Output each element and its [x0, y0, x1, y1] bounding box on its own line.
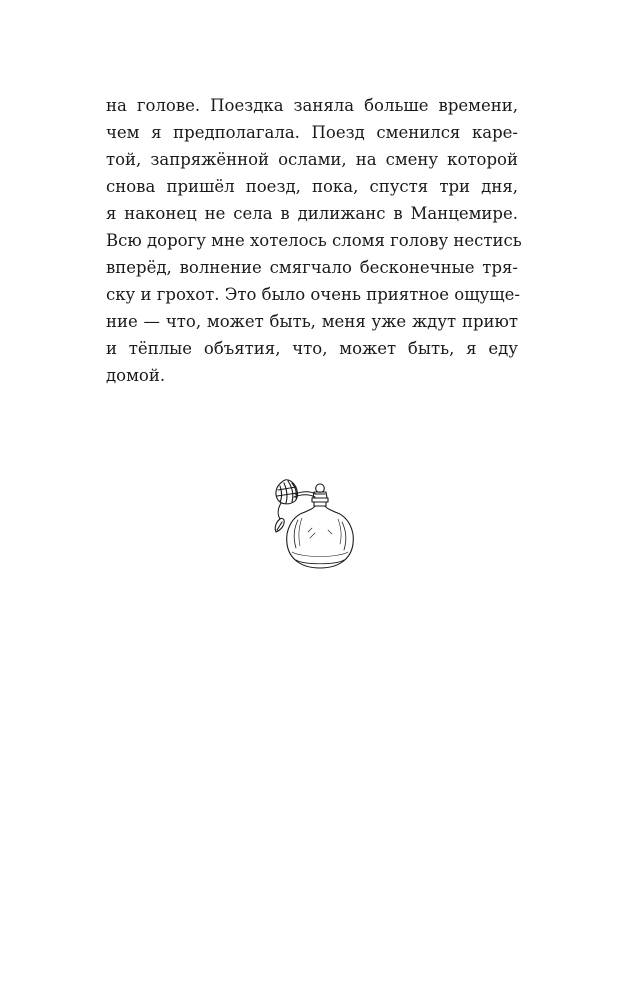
text-line: Всю дорогу мне хотелось сломя голову нестись: [106, 231, 522, 250]
text-line: ску и грохот. Это было очень приятное ощуще-: [106, 285, 520, 304]
text-line: вперёд, волнение смягчало бесконечные тря-: [106, 258, 518, 277]
text-line: снова пришёл поезд, пока, спустя три дня,: [106, 177, 518, 196]
text-line: домой.: [106, 366, 166, 385]
perfume-bottle-icon: [268, 472, 360, 576]
body-text: [106, 92, 522, 389]
text-line: на голове. Поездка заняла больше времени,: [106, 96, 518, 115]
text-line: той, запряжённой ослами, на смену которой: [106, 150, 518, 169]
text-line: ние — что, может быть, меня уже ждут приют: [106, 312, 518, 331]
text-line: чем я предполагала. Поезд сменился каре-: [106, 123, 518, 142]
text-line: я наконец не села в дилижанс в Манцемире.: [106, 204, 518, 223]
text-line: и тёплые объятия, что, может быть, я еду: [106, 339, 518, 358]
